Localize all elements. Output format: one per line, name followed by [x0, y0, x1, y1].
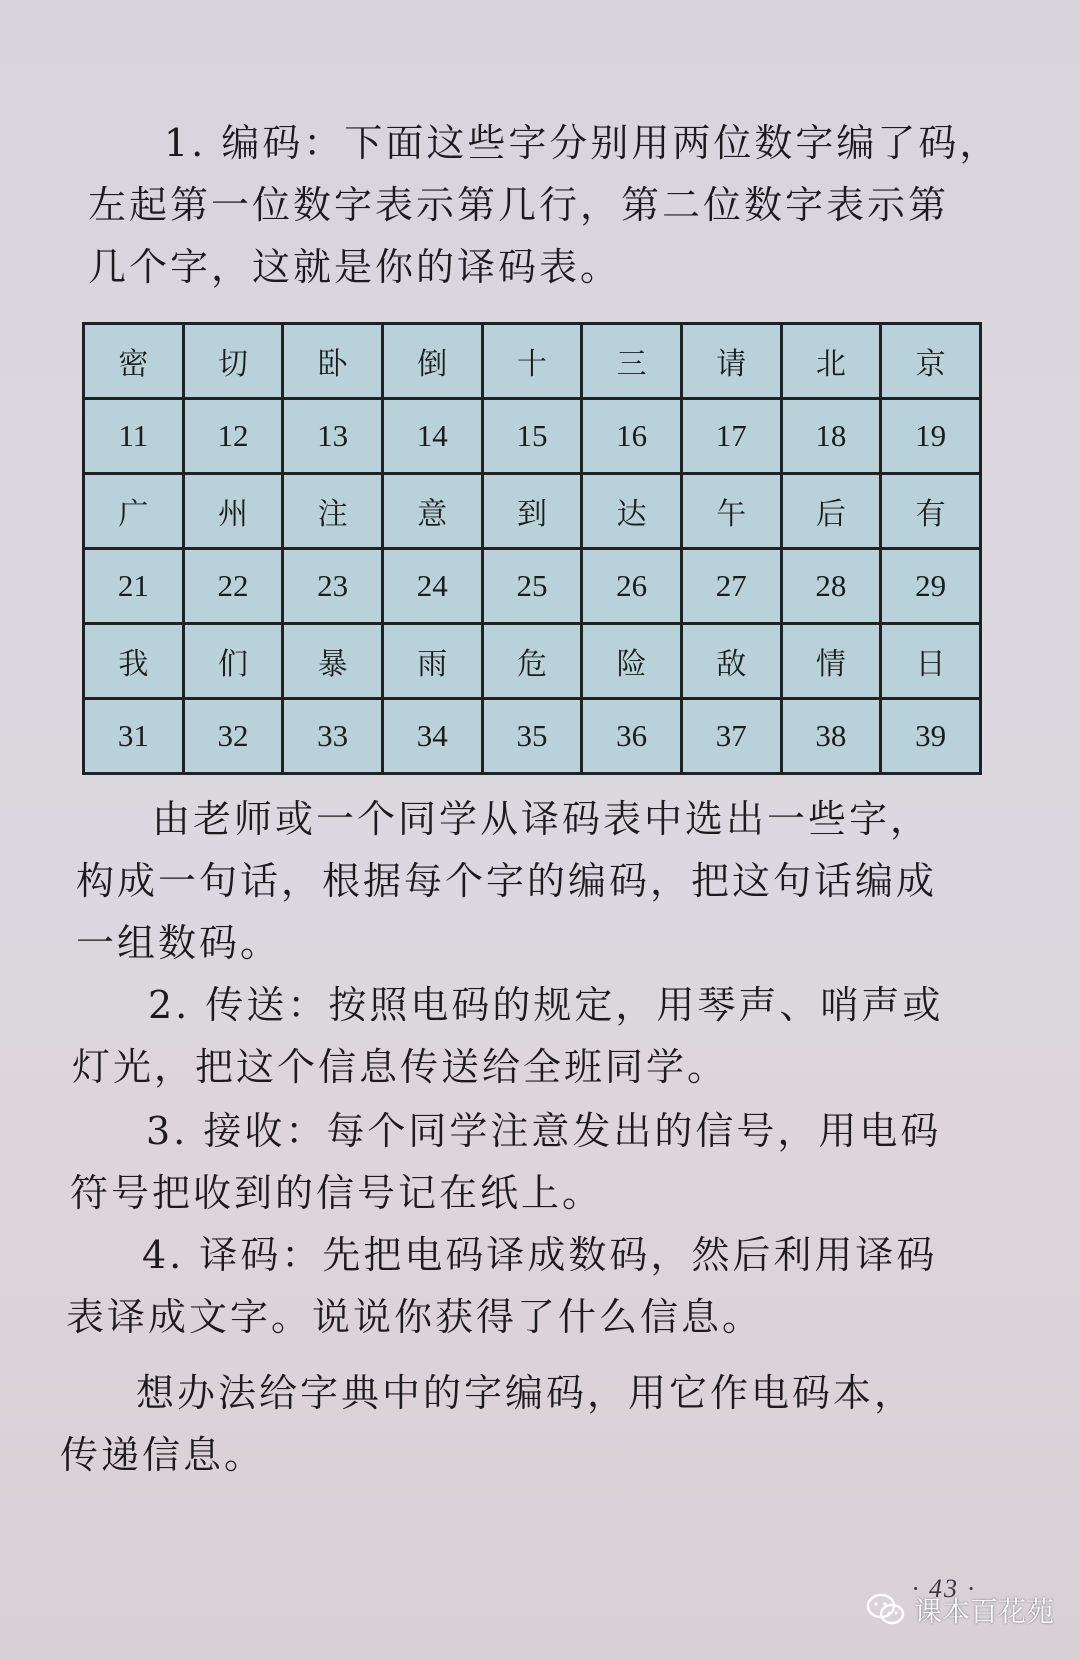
table-cell: 31	[84, 699, 184, 774]
table-cell: 北	[781, 324, 881, 399]
table-cell: 18	[781, 399, 881, 474]
table-cell: 12	[183, 399, 283, 474]
table-row-chars-3	[84, 624, 981, 699]
table-cell: 35	[482, 699, 582, 774]
table-cell: 21	[84, 549, 184, 624]
table-cell: 32	[183, 699, 283, 774]
text-line: 1. 编码：下面这些字分别用两位数字编了码，	[164, 121, 1001, 165]
watermark-text: 课本百花苑	[914, 1595, 1055, 1628]
table-cell: 27	[681, 549, 781, 624]
table-cell: 达	[582, 474, 682, 549]
text-line: 由老师或一个同学从译码表中选出一些字，	[152, 797, 932, 841]
table-cell: 意	[382, 474, 482, 549]
table-cell: 情	[781, 624, 881, 699]
table-cell: 请	[681, 324, 781, 399]
table-cell: 29	[881, 549, 981, 624]
table-cell: 23	[283, 549, 383, 624]
table-row-codes-1	[84, 399, 981, 474]
decoding-table	[82, 322, 982, 775]
text-line: 构成一句话，根据每个字的编码，把这句话编成	[76, 859, 938, 903]
text-line: 符号把收到的信号记在纸上。	[70, 1171, 604, 1215]
table-row-chars-2	[84, 474, 981, 549]
table-cell: 22	[183, 549, 283, 624]
table-cell: 14	[382, 399, 482, 474]
step1-encoding-paragraph	[88, 112, 1000, 298]
text-line: 4. 译码：先把电码译成数码，然后利用译码	[142, 1233, 938, 1277]
step4-decode-paragraph	[66, 1224, 937, 1348]
text-line: 想办法给字典中的字编码，用它作电码本，	[136, 1371, 916, 1415]
wechat-icon	[866, 1593, 906, 1627]
text-line: 一组数码。	[76, 921, 282, 965]
table-cell: 24	[382, 549, 482, 624]
table-cell: 11	[84, 399, 184, 474]
table-cell: 34	[382, 699, 482, 774]
selection-paragraph	[76, 788, 937, 974]
text-line: 3. 接收：每个同学注意发出的信号，用电码	[146, 1109, 942, 1153]
table-row-codes-2	[84, 549, 981, 624]
table-cell: 28	[781, 549, 881, 624]
table-cell: 广	[84, 474, 184, 549]
table-cell: 33	[283, 699, 383, 774]
table-cell: 密	[84, 324, 184, 399]
table-cell: 倒	[382, 324, 482, 399]
table-cell: 三	[582, 324, 682, 399]
watermark	[866, 1590, 1054, 1630]
table-cell: 16	[582, 399, 682, 474]
table-cell: 39	[881, 699, 981, 774]
table-cell: 15	[482, 399, 582, 474]
table-row-codes-3	[84, 699, 981, 774]
table-row-chars-1	[84, 324, 981, 399]
table-cell: 暴	[283, 624, 383, 699]
table-cell: 26	[582, 549, 682, 624]
table-cell: 雨	[382, 624, 482, 699]
text-line: 传递信息。	[60, 1433, 266, 1477]
table-cell: 37	[681, 699, 781, 774]
table-cell: 州	[183, 474, 283, 549]
table-cell: 危	[482, 624, 582, 699]
table-cell: 36	[582, 699, 682, 774]
table-cell: 13	[283, 399, 383, 474]
table-cell: 有	[881, 474, 981, 549]
table-cell: 38	[781, 699, 881, 774]
table-cell: 19	[881, 399, 981, 474]
page-number: · 43 ·	[912, 1574, 976, 1603]
text-line: 几个字，这就是你的译码表。	[88, 245, 622, 289]
table-cell: 我	[84, 624, 184, 699]
text-line: 左起第一位数字表示第几行，第二位数字表示第	[88, 183, 950, 227]
table-cell: 午	[681, 474, 781, 549]
text-line: 2. 传送：按照电码的规定，用琴声、哨声或	[148, 983, 944, 1027]
table-cell: 京	[881, 324, 981, 399]
text-line: 灯光，把这个信息传送给全班同学。	[72, 1045, 729, 1089]
table-cell: 切	[183, 324, 283, 399]
text-line: 表译成文字。说说你获得了什么信息。	[66, 1295, 764, 1339]
extension-paragraph	[60, 1362, 915, 1486]
table-cell: 后	[781, 474, 881, 549]
table-cell: 注	[283, 474, 383, 549]
table-cell: 25	[482, 549, 582, 624]
table-cell: 到	[482, 474, 582, 549]
table-cell: 日	[881, 624, 981, 699]
table-cell: 17	[681, 399, 781, 474]
table-cell: 敌	[681, 624, 781, 699]
table-cell: 们	[183, 624, 283, 699]
table-cell: 险	[582, 624, 682, 699]
table-cell: 十	[482, 324, 582, 399]
step3-receive-paragraph	[70, 1100, 941, 1224]
step2-transmit-paragraph	[72, 974, 943, 1098]
table-cell: 卧	[283, 324, 383, 399]
